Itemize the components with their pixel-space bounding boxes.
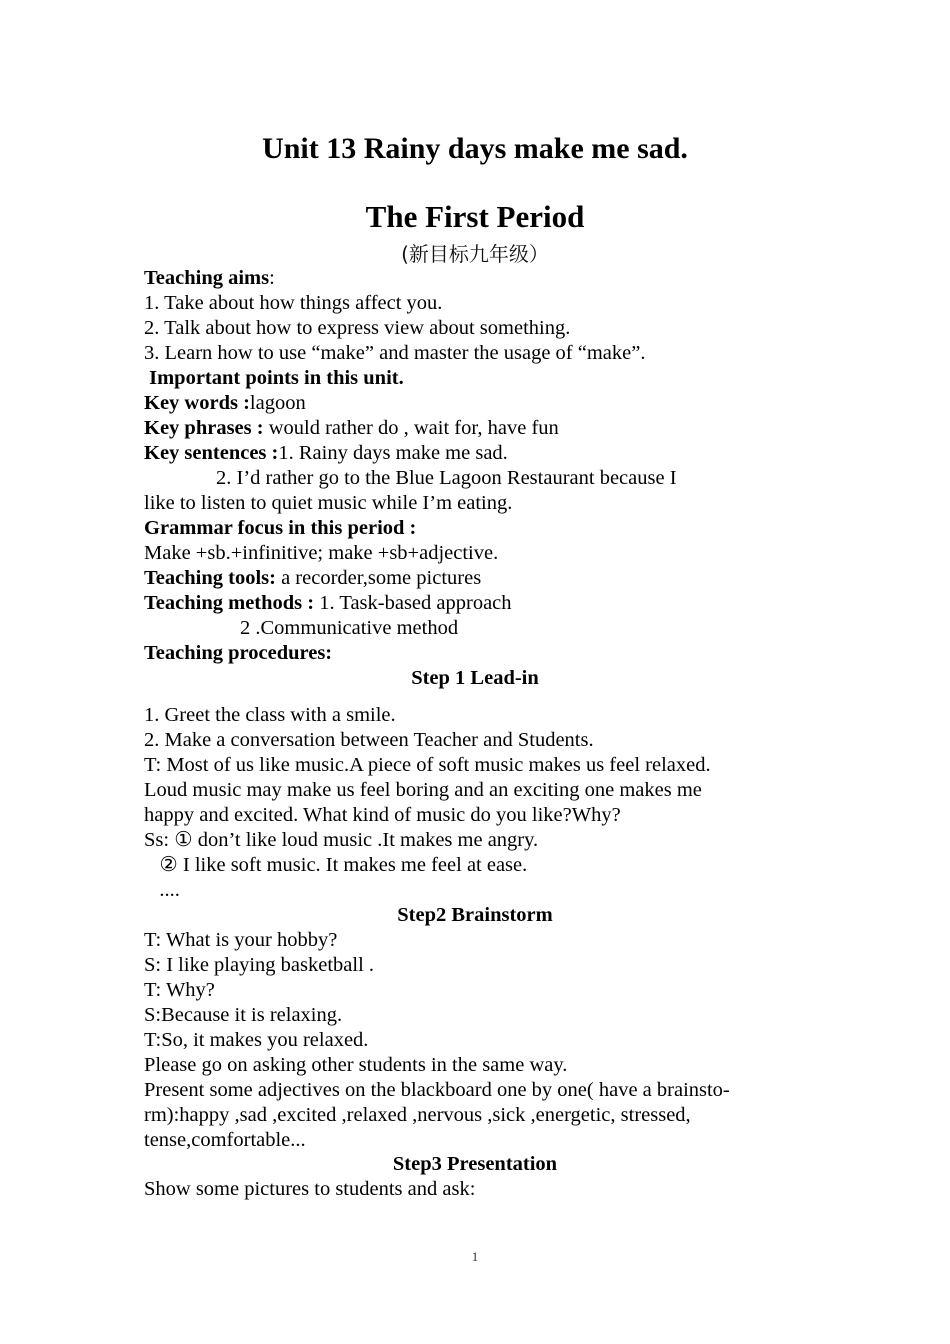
page-number: 1: [471, 1249, 479, 1264]
step2-line: Please go on asking other students in the same way.: [144, 1054, 568, 1076]
step2-line: T:So, it makes you relaxed.: [144, 1029, 369, 1051]
grade-note: (新目标九年级）: [401, 242, 549, 266]
step3-heading: Step3 Presentation: [392, 1153, 558, 1175]
step2-line: rm):happy ,sad ,excited ,relaxed ,nervous ,sick ,energetic, stressed,: [144, 1104, 691, 1126]
step2-line: S:Because it is relaxing.: [144, 1004, 343, 1026]
step1-line: Loud music may make us feel boring and an exciting one makes me: [144, 779, 702, 801]
key-sentence-2-cont: like to listen to quiet music while I’m eating.: [144, 492, 513, 514]
key-sentence-2: 2. I’d rather go to the Blue Lagoon Restaurant because I: [216, 467, 677, 489]
step2-heading: Step2 Brainstorm: [397, 904, 553, 926]
unit-title: Unit 13 Rainy days make me sad.: [262, 132, 688, 165]
step1-line: T: Most of us like music.A piece of soft music makes us feel relaxed.: [144, 754, 711, 776]
step1-line: 2. Make a conversation between Teacher and Students.: [144, 729, 594, 751]
teaching-aims-heading: Teaching aims:: [144, 267, 275, 289]
grammar-focus-value: Make +sb.+infinitive; make +sb+adjective.: [144, 542, 499, 564]
aim-item: 2. Talk about how to express view about something.: [144, 317, 571, 339]
step1-line: Ss: ① don’t like loud music .It makes me angry.: [144, 829, 539, 851]
step1-line: happy and excited. What kind of music do you like?Why?: [144, 804, 621, 826]
step1-line: 1. Greet the class with a smile.: [144, 704, 396, 726]
step3-line: Show some pictures to students and ask:: [144, 1178, 476, 1200]
key-words: Key words :lagoon: [144, 392, 306, 414]
step1-line: ② I like soft music. It makes me feel at ease.: [144, 854, 528, 876]
teaching-procedures-heading: Teaching procedures:: [144, 642, 333, 664]
teaching-tools: Teaching tools: a recorder,some pictures: [144, 567, 482, 589]
step2-line: T: What is your hobby?: [144, 929, 338, 951]
step1-heading: Step 1 Lead-in: [411, 667, 539, 689]
important-points-heading: Important points in this unit.: [144, 367, 404, 389]
teaching-method-2: 2 .Communicative method: [240, 617, 459, 639]
key-sentences: Key sentences :1. Rainy days make me sad.: [144, 442, 508, 464]
aim-item: 3. Learn how to use “make” and master the usage of “make”.: [144, 342, 646, 364]
step1-line: ....: [144, 879, 180, 901]
step2-line: S: I like playing basketball .: [144, 954, 375, 976]
step2-line: tense,comfortable...: [144, 1129, 306, 1151]
teaching-methods: Teaching methods : 1. Task-based approach: [144, 592, 512, 614]
step2-line: T: Why?: [144, 979, 215, 1001]
step2-line: Present some adjectives on the blackboard one by one( have a brainsto-: [144, 1079, 730, 1101]
period-title: The First Period: [365, 199, 585, 234]
grammar-focus-heading: Grammar focus in this period :: [144, 517, 417, 539]
aim-item: 1. Take about how things affect you.: [144, 292, 443, 314]
key-phrases: Key phrases : would rather do , wait for, have fun: [144, 417, 559, 439]
